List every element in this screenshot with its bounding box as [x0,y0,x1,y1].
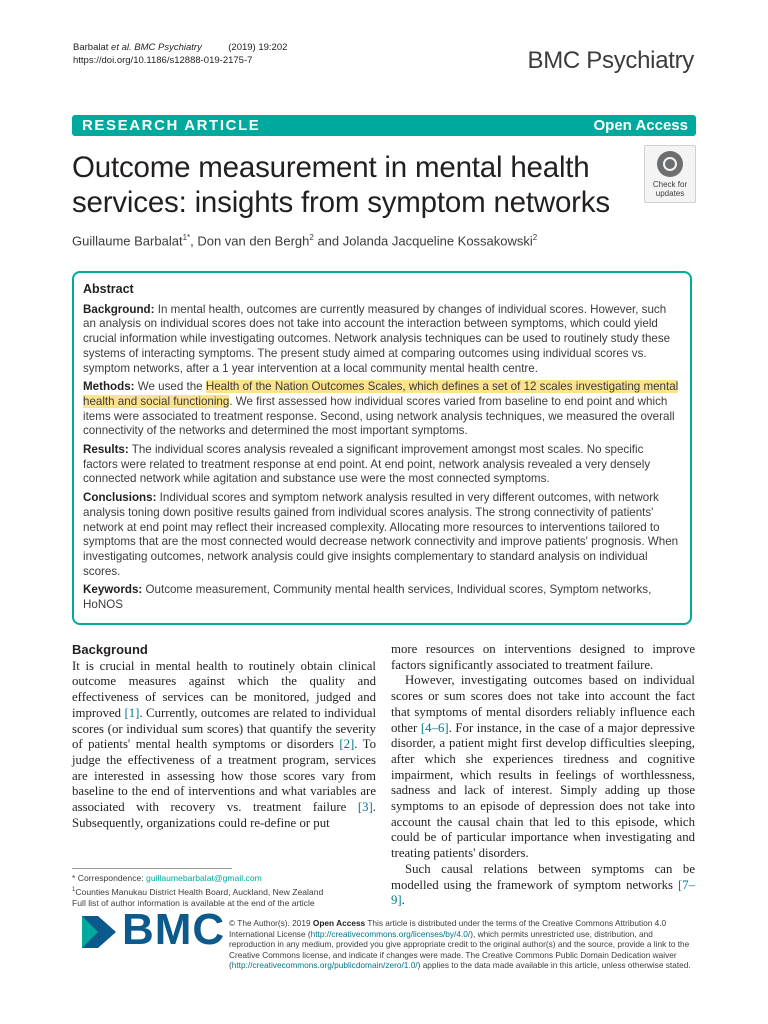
background-text: In mental health, outcomes are currently measured by changes of individual scores. However, such an analysis on individual scores does not take into account the interaction between symptoms, which could yield crucial information while investigating outcomes. Network analysis techniques can be used to routinely study these systems of interacting symptoms. The present study aimed at comparing outcomes using individual scores vs. symptom networks, after a 1 year intervention at a local community mental health centre. [83,302,671,375]
doi-link[interactable]: https://doi.org/10.1186/s12888-019-2175-7 [73,55,253,66]
check-line-2: updates [655,189,685,198]
conclusions-text: Individual scores and symptom network analysis resulted in very different outcomes, with network analysis toning down positive results gained from individual scores analysis. The strong connectivity of patients' network at end point may reflect their increased complexity. Allocating more resources to interventions tailored to symptoms that are the most connected would decrease network connectivity and improve patients' prognosis. When investigating outcomes, network analysis could give insights complementary to standard analysis on individual scores. [83,491,679,578]
correspondence-label: * Correspondence: [72,873,147,883]
background-heading: Background [72,642,148,657]
license-link[interactable]: http://creativecommons.org/publicdomain/zero/1.0/ [231,960,418,971]
reference-link[interactable]: [7–9] [391,877,695,908]
abstract-methods [83,380,681,439]
author-3: and Jolanda Jacqueline Kossakowski [313,233,533,249]
body-column-left [72,642,376,831]
body-paragraph [391,862,695,909]
license-part: © The Author(s). 2019 [229,918,313,928]
article-type-label: RESEARCH ARTICLE [82,117,261,134]
article-title: Outcome measurement in mental health services: insights from symptom networks [72,151,610,219]
open-access-label: Open Access [593,117,688,134]
body-column-right [391,642,695,909]
methods-label: Methods: [83,380,135,394]
affiliation-text: Counties Manukau District Health Board, Auckland, New Zealand [75,886,324,897]
author-1: Guillaume Barbalat [72,233,183,249]
body-paragraph [391,673,695,861]
article-type-banner [72,115,696,136]
license-open-access: Open Access [312,918,366,928]
license-part: ), which permits unrestricted use, distribution, and reproduction in any medium, provided you give appropriate credit to the original author(s) and the source, provide a link to the Creative Commons license, and indicate if changes were made. The Creative Commons Public Domain Dedication waiver ( [229,928,690,971]
author-list [72,233,537,248]
conclusions-label: Conclusions: [83,491,157,505]
abstract-background [83,303,681,377]
check-for-updates-badge[interactable] [644,145,696,203]
abstract-results [83,443,681,487]
reference-link[interactable]: [2] [339,737,355,752]
body-text: . [401,893,405,908]
license-part: ) applies to the data made available in this article, unless otherwise stated. [417,960,691,971]
check-updates-text [645,180,695,198]
background-label: Background: [83,302,155,316]
reference-link[interactable]: [4–6] [420,720,449,735]
methods-highlight: Health of the Nation Outcomes Scales, which defines a set of 12 scales investigating mental health and social functioning [83,380,679,408]
body-text: Such causal relations between symptoms can be modelled using the framework of symptom networks [391,861,695,892]
body-text: . For instance, in the case of a major depressive disorder, a patient might first develop difficulties sleeping, after which she experiences tiredness and cognitive impairment, which results in feelings of worthlessness, sadness and lack of interest. Simply adding up those symptoms to an episode of depression does not take into account the causal chain that led to this episode, which could be of particular importance when investigating and treating patients' disorders. [391,720,695,861]
affiliation-line [72,885,372,898]
crossmark-icon [657,151,683,177]
author-2-affiliation: 2 [309,233,314,242]
correspondence-email[interactable]: guillaumebarbalat@gmail.com [146,873,262,883]
reference-link[interactable]: [1] [124,705,140,720]
author-1-affiliation: 1* [182,233,191,242]
footnote [72,873,372,909]
full-list-note: Full list of author information is available at the end of the article [72,897,315,908]
keywords-text: Outcome measurement, Community mental health services, Individual scores, Symptom networks, HoNOS [83,583,652,612]
body-text: However, investigating outcomes based on individual scores or sum scores does not take into account the fact that symptoms of mental disorders reliably influence each other [391,673,695,735]
authors-short: Barbalat [73,42,112,53]
methods-post: . We first assessed how individual scores varied from baseline to end point and which items were associated to treatment response. Second, using network analysis techniques, we measured the overall connectivity of the networks and determined the most important symptoms. [83,394,675,438]
year-volume: (2019) 19:202 [228,42,288,53]
body-text: It is crucial in mental health to routinely obtain clinical outcome measures against which the quality and effectiveness of services can be monitored, judged and improved [72,658,376,720]
abstract-heading: Abstract [83,282,134,296]
license-part: This article is distributed under the terms of the Creative Commons Attribution 4.0 International License ( [229,918,667,939]
body-paragraph [72,659,376,832]
body-text: . Currently, outcomes are related to individual scores (or individual sum scores) that quantify the severity of patients' mental health symptoms or disorders [72,705,376,752]
keywords-label: Keywords: [83,583,143,597]
affiliation-number: 1 [72,886,76,893]
license-link[interactable]: http://creativecommons.org/licenses/by/4.0/ [310,928,471,939]
footnote-divider [72,868,232,869]
results-text: The individual scores analysis revealed a significant improvement amongst most scales. No specific factors were related to treatment response at end point. At end point, network analysis revealed a very densely connected network while agitation and substance use were the most connected symptoms. [83,443,651,486]
journal-citation: et al. BMC Psychiatry [111,42,202,53]
correspondence-line [72,873,372,885]
check-line-1: Check for [652,180,688,189]
license-text [229,918,699,971]
body-text: . Subsequently, organizations could re-define or put [72,800,376,830]
bmc-logo-text: BMC [122,905,226,954]
abstract-box [72,271,692,625]
author-2: , Don van den Bergh [190,233,310,249]
body-text: . To judge the effectiveness of a treatment program, services are interested in assessing how those scores vary from baseline to the end of interventions and what variables are associated with recovery vs. treatment failure [72,737,376,815]
methods-pre: We used the [134,380,206,394]
abstract-conclusions [83,491,681,579]
reference-link[interactable]: [3] [357,800,373,815]
abstract-keywords [83,583,681,612]
body-paragraph: more resources on interventions designed to improve factors significantly associated to treatment failure. [391,642,695,672]
journal-name: BMC Psychiatry [527,47,694,74]
results-label: Results: [83,443,129,457]
author-3-affiliation: 2 [532,233,538,242]
citation-line [73,41,287,54]
